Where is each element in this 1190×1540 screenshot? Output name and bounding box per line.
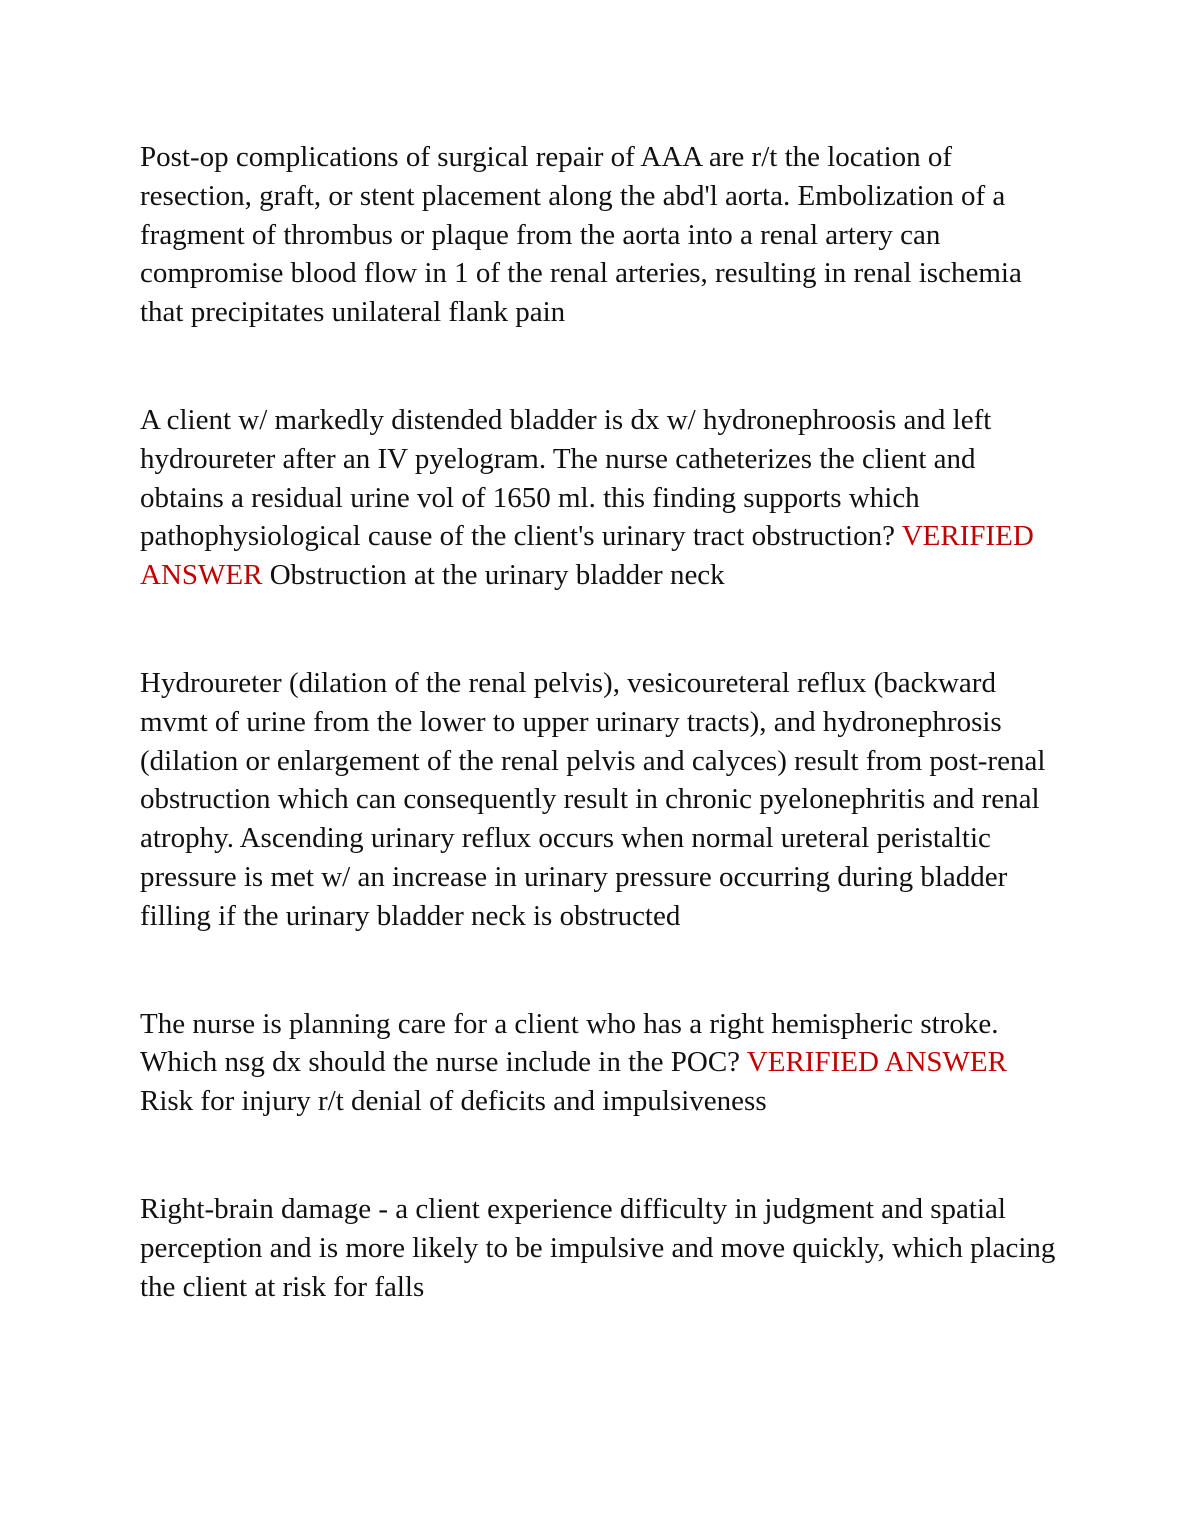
answer-text: Obstruction at the urinary bladder neck [269, 559, 725, 592]
verified-answer-label: VERIFIED ANSWER [140, 520, 1034, 592]
rationale-text: Right-brain damage - a client experience difficulty in judgment and spatial perception and is more likely to be impulsive and move quickly, which placing the client at risk for falls [140, 1192, 1056, 1303]
rationale-text: Post-op complications of surgical repair of AAA are r/t the location of resection, graft, or stent placement along the abd'l aorta. Embolization of a fragment of thrombus or plaque from the aorta into a renal artery can compromise blood flow in 1 of the renal arteries, resulting in renal ischemia that precipitates unilateral flank pain [140, 141, 1022, 329]
rationale-paragraph-right-brain [140, 1190, 1060, 1306]
question-text: A client w/ markedly distended bladder is dx w/ hydronephroosis and left hydroureter after an IV pyelogram. The nurse catheterizes the client and obtains a residual urine vol of 1650 ml. this finding supports which pathophysiological cause of the client's urinary tract obstruction? [140, 403, 992, 553]
rationale-paragraph-hydroureter [140, 664, 1060, 936]
answer-text: Risk for injury r/t denial of deficits and impulsiveness [140, 1085, 767, 1118]
rationale-text: Hydroureter (dilation of the renal pelvis), vesicoureteral reflux (backward mvmt of urine from the lower to upper urinary tracts), and hydronephrosis (dilation or enlargement of the renal pelvis and calyces) result from post-renal obstruction which can consequently result in chronic pyelonephritis and renal atrophy. Ascending urinary reflux occurs when normal ureteral peristaltic pressure is met w/ an increase in urinary pressure occurring during bladder filling if the urinary bladder neck is obstructed [140, 666, 1046, 932]
question-text: The nurse is planning care for a client who has a right hemispheric stroke. Which nsg dx should the nurse include in the POC? [140, 1007, 999, 1079]
verified-answer-label: VERIFIED ANSWER [746, 1046, 1007, 1079]
document-page [140, 138, 1060, 1306]
rationale-paragraph-aaa [140, 138, 1060, 332]
question-paragraph-stroke [140, 1005, 1060, 1121]
question-paragraph-bladder [140, 401, 1060, 595]
